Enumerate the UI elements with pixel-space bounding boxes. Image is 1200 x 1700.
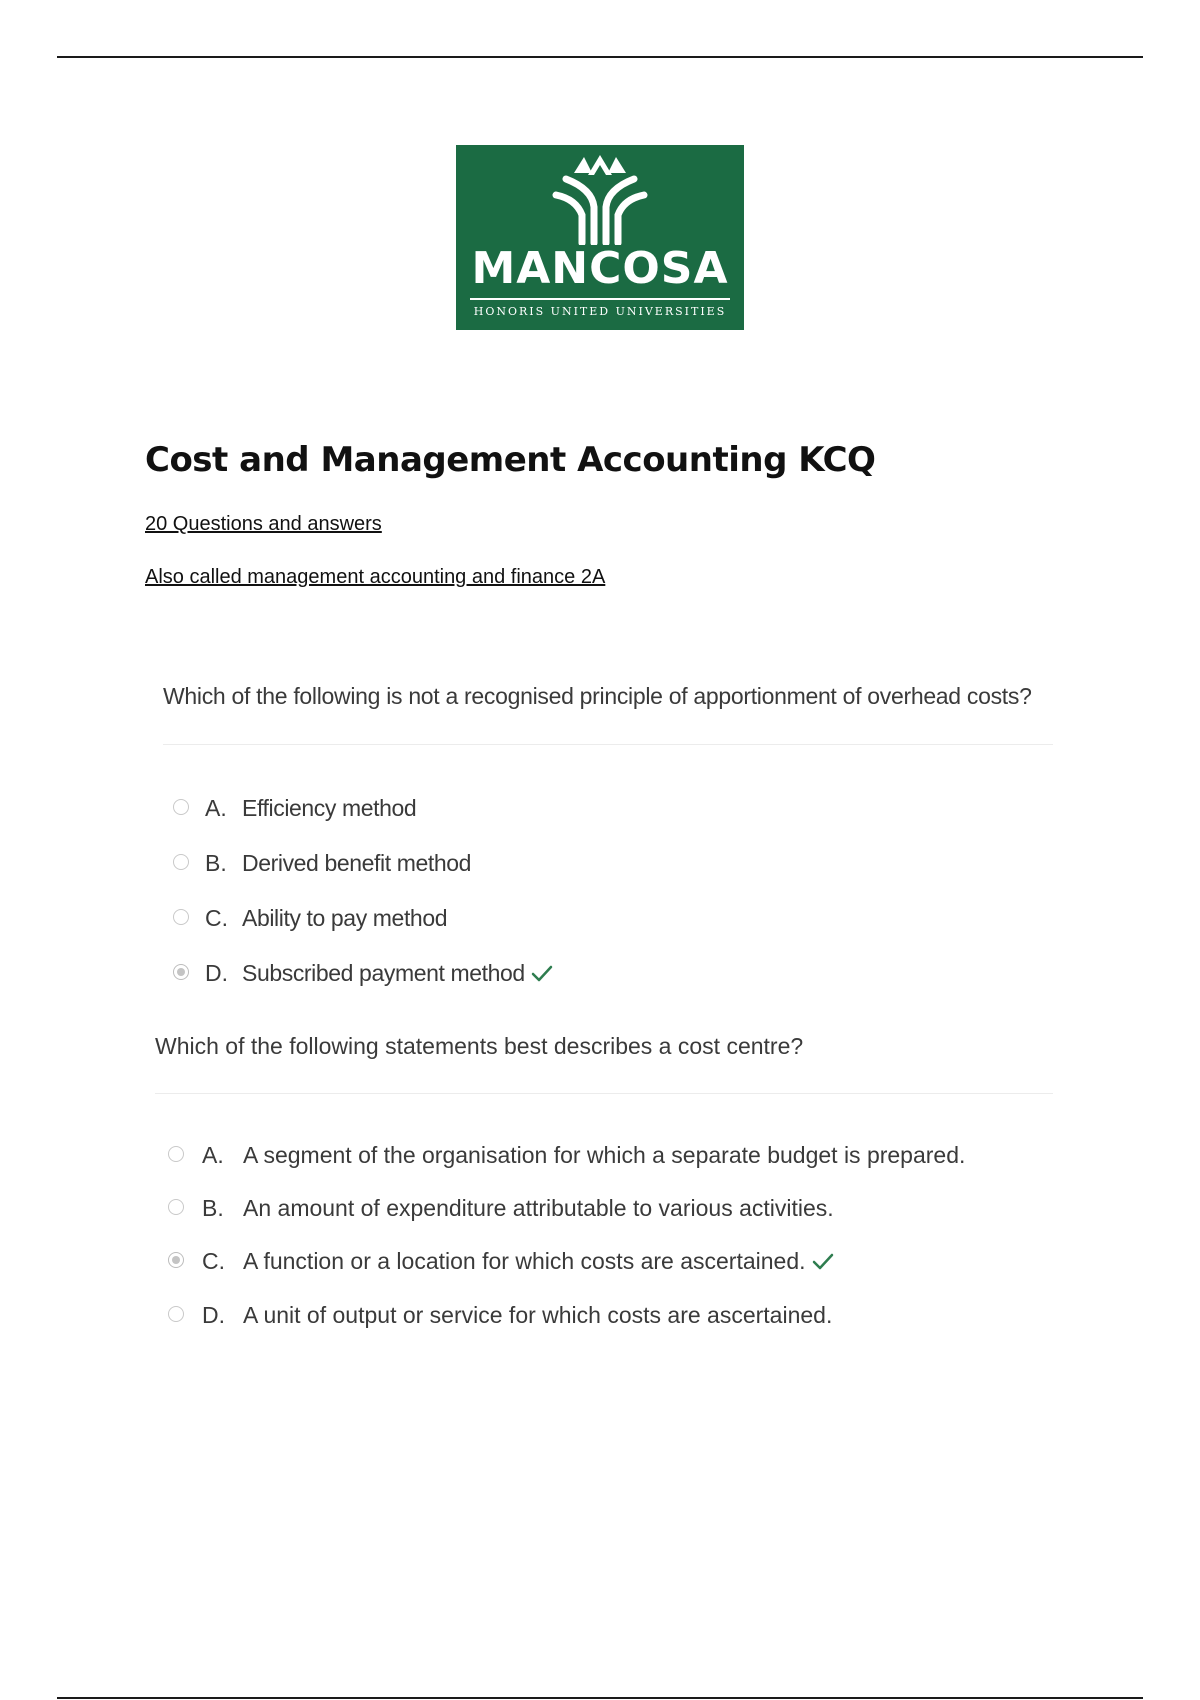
option-letter: C. — [202, 1248, 225, 1274]
option-text: A segment of the organisation for which a separate budget is prepared. — [243, 1142, 966, 1168]
radio-icon[interactable] — [168, 1146, 184, 1162]
radio-icon[interactable] — [168, 1306, 184, 1322]
document-title: Cost and Management Accounting KCQ — [145, 440, 876, 480]
option-text: Efficiency method — [242, 795, 417, 821]
option-letter: A. — [202, 1142, 224, 1168]
option-letter: A. — [205, 795, 227, 821]
radio-icon[interactable] — [168, 1252, 184, 1268]
option-text: Subscribed payment method — [242, 960, 525, 986]
check-icon — [812, 1253, 834, 1271]
option-text-with-check — [242, 956, 553, 990]
logo-tagline: HONORIS UNITED UNIVERSITIES — [473, 305, 727, 318]
question-text: Which of the following statements best describes a cost centre? — [155, 1033, 804, 1059]
option-text-with-check — [243, 1244, 834, 1278]
tree-emblem-icon — [456, 145, 744, 245]
option-letter: B. — [202, 1195, 224, 1221]
logo-divider — [470, 298, 730, 300]
option-text: Derived benefit method — [242, 850, 472, 876]
option-letter: D. — [202, 1302, 225, 1328]
radio-icon[interactable] — [168, 1199, 184, 1215]
option-letter: C. — [205, 905, 228, 931]
radio-icon[interactable] — [173, 964, 189, 980]
option-text: A unit of output or service for which costs are ascertained. — [243, 1302, 833, 1328]
question-divider — [163, 744, 1053, 745]
mancosa-logo — [456, 145, 744, 330]
option-text: An amount of expenditure attributable to various activities. — [243, 1195, 834, 1221]
radio-icon[interactable] — [173, 854, 189, 870]
question-divider — [155, 1093, 1053, 1094]
document-subtitle: 20 Questions and answers — [145, 513, 382, 535]
option-letter: D. — [205, 960, 228, 986]
bottom-rule — [57, 1697, 1143, 1699]
option-text: A function or a location for which costs are ascertained. — [243, 1248, 806, 1274]
document-alias: Also called management accounting and finance 2A — [145, 566, 606, 588]
option-text: Ability to pay method — [242, 905, 448, 931]
check-icon — [531, 965, 553, 983]
top-rule — [57, 56, 1143, 58]
radio-icon[interactable] — [173, 799, 189, 815]
option-letter: B. — [205, 850, 227, 876]
radio-icon[interactable] — [173, 909, 189, 925]
logo-wordmark: MANCOSA — [471, 243, 729, 294]
question-text: Which of the following is not a recognised principle of apportionment of overhead costs? — [163, 683, 1032, 709]
